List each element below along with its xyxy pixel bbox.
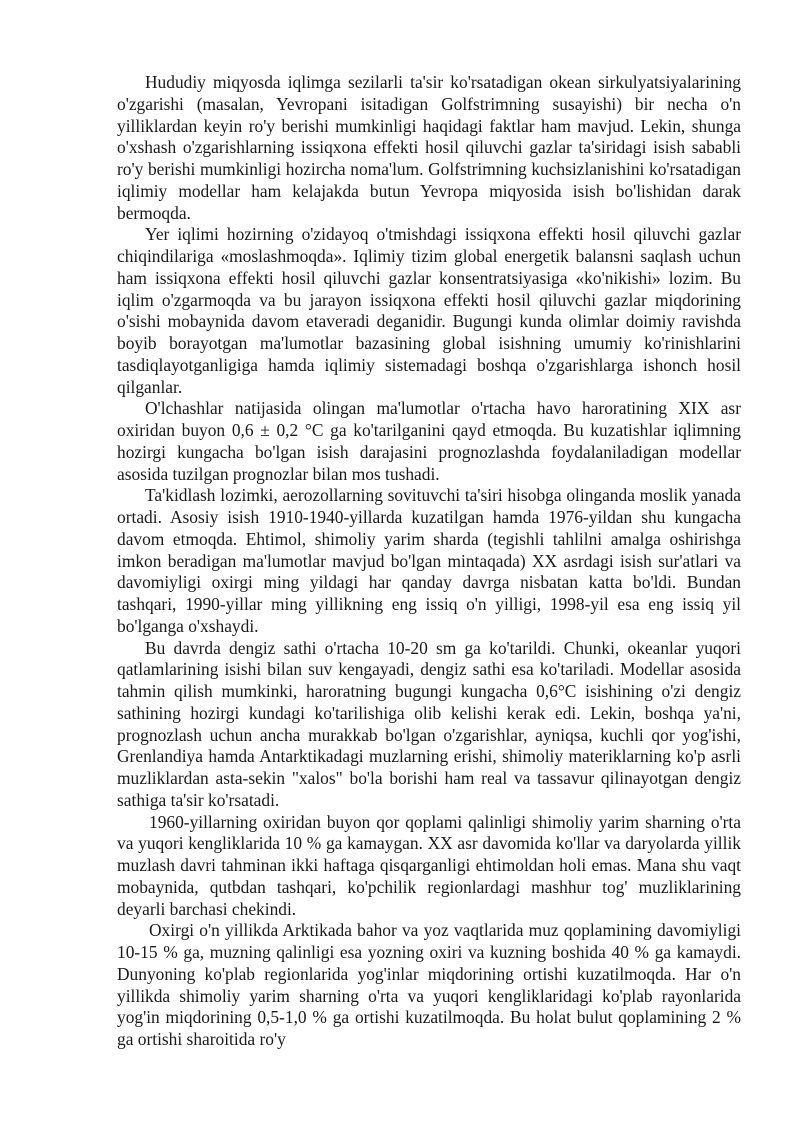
paragraph-ocean-circulation: Hududiy miqyosda iqlimga sezilarli ta'sir ko'rsatadigan okean sirkulyatsiyalarining o'zgarishi (masalan, Yevropani isitadigan Golfstrimning susayishi) bir necha o'n yilliklardan keyin ro'y berishi mumkinligi haqidagi faktlar ham mavjud. Lekin, shunga o'xshash o'zgarishlarning issiqxona effekti hosil qiluvchi gazlar ta'siridagi isish sababli ro'y berishi mumkinligi hozircha noma'lum. Golfstrimning kuchsizlanishini ko'rsatadigan iqlimiy modellar ham kelajakda butun Yevropa miqyosida isish bo'lishidan darak bermoqda. <box>117 72 741 223</box>
paragraph-snow-cover: 1960-yillarning oxiridan buyon qor qoplami qalinligi shimoliy yarim sharning o'rta va yuqori kengliklarida 10 % ga kamaygan. XX asr davomida ko'llar va daryolarda yillik muzlash davri tahminan ikki haftaga qisqarganligi ehtimoldan holi emas. Mana shu vaqt mobaynida, qutbdan tashqari, ko'pchilik regionlardagi mashhur tog' muzliklarining deyarli barchasi chekindi. <box>117 811 741 919</box>
paragraph-arctic-ice: Oxirgi o'n yillikda Arktikada bahor va yoz vaqtlarida muz qoplamining davomiyligi 10-15 % ga, muzning qalinligi esa yozning oxiri va kuzning boshida 40 % ga kamaydi. Dunyoning ko'plab regionlarida yog'inlar miqdorining ortishi kuzatilmoqda. Har o'n yillikda shimoliy yarim sharning o'rta va yuqori kengliklaridagi ko'plab rayonlarida yog'in miqdorining 0,5-1,0 % ga ortishi kuzatilmoqda. Bu holat bulut qoplamining 2 % ga ortishi sharoitida ro'y <box>117 920 741 1049</box>
paragraph-aerosol-cooling: Ta'kidlash lozimki, aerozollarning sovituvchi ta'siri hisobga olinganda moslik yanada ortadi. Asosiy isish 1910-1940-yillarda kuzatilgan hamda 1976-yildan shu kungacha davom etmoqda. Ehtimol, shimoliy yarim sharda (tegishli tahlilni amalga oshirishga imkon beradigan ma'lumotlar mavjud bo'lgan mintaqada) XX asrdagi isish sur'atlari va davomiyligi oxirgi ming yildagi har qanday davrga nisbatan katta bo'ldi. Bundan tashqari, 1990-yillar ming yillikning eng issiq o'n yilligi, 1998-yil esa eng issiq yil bo'lganga o'xshaydi. <box>117 485 741 636</box>
paragraph-climate-adaptation: Yer iqlimi hozirning o'zidayoq o'tmishdagi issiqxona effekti hosil qiluvchi gazlar chiqindilariga «moslashmoqda». Iqlimiy tizim global energetik balansni saqlash uchun ham issiqxona effekti hosil qiluvchi gazlar konsentratsiyasiga «ko'nikishi» lozim. Bu iqlim o'zgarmoqda va bu jarayon issiqxona effekti hosil qiluvchi gazlar miqdorining o'sishi mobaynida davom etaveradi deganidir. Bugungi kunda olimlar doimiy ravishda boyib borayotgan ma'lumotlar bazasining global isishning umumiy ko'rinishlarini tasdiqlayotganligiga hamda iqlimiy sistemadagi boshqa o'zgarishlarga ishonch hosil qilganlar. <box>117 224 741 397</box>
paragraph-temperature-measurements: O'lchashlar natijasida olingan ma'lumotlar o'rtacha havo haroratining XIX asr oxiridan buyon 0,6 ± 0,2 °C ga ko'tarilganini qayd etmoqda. Bu kuzatishlar iqlimning hozirgi kungacha bo'lgan isish darajasini prognozlashda foydalaniladigan modellar asosida tuzilgan prognozlar bilan mos tushadi. <box>117 398 741 484</box>
paragraph-sea-level: Bu davrda dengiz sathi o'rtacha 10-20 sm ga ko'tarildi. Chunki, okeanlar yuqori qatlamlarining isishi bilan suv kengayadi, dengiz sathi esa ko'tariladi. Modellar asosida tahmin qilish mumkinki, haroratning bugungi kungacha 0,6°C isishining o'zi dengiz sathining hozirgi kundagi ko'tarilishiga olib kelishi kerak edi. Lekin, boshqa ya'ni, prognozlash uchun ancha murakkab bo'lgan o'zgarishlar, ayniqsa, kuchli qor yog'ishi, Grenlandiya hamda Antarktikadagi muzlarning erishi, shimoliy materiklarning ko'p asrli muzliklardan asta-sekin "xalos" bo'la borishi ham real va tassavur qilinayotgan dengiz sathiga ta'sir ko'rsatadi. <box>117 637 741 810</box>
document-page <box>117 72 741 1051</box>
